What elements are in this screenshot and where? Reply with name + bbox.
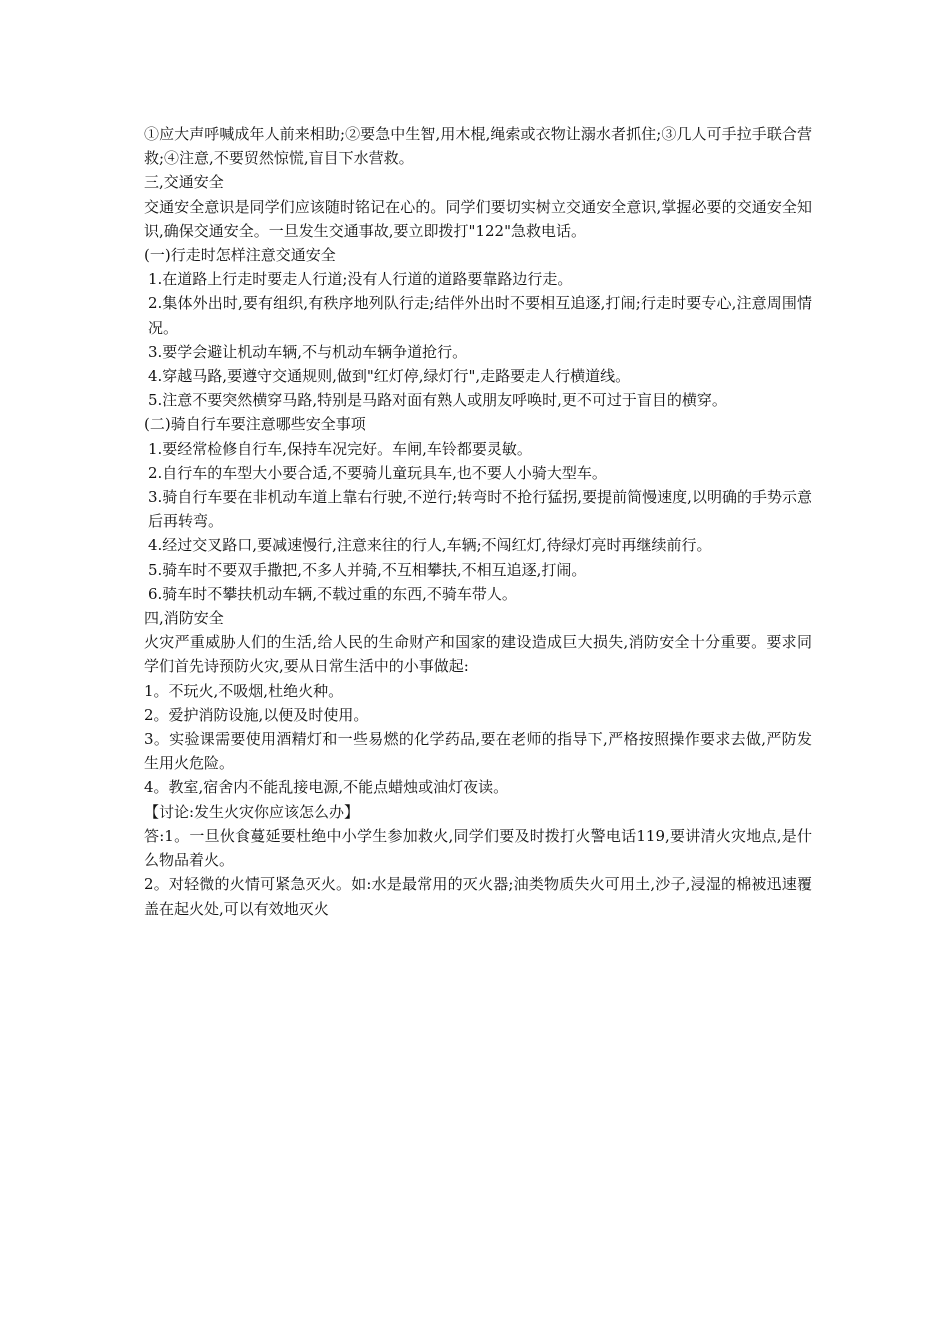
subsection-heading: (一)行走时怎样注意交通安全 [144, 246, 336, 265]
list-item: 2。爱护消防设施,以便及时使用。 [144, 705, 369, 724]
section-heading: 三,交通安全 [144, 173, 224, 192]
list-item: 2.集体外出时,要有组织,有秩序地列队行走;结伴外出时不要相互追逐,打闹;行走时要专心,注意周围情况。 [148, 294, 812, 337]
list-item: 4.穿越马路,要遵守交通规则,做到"红灯停,绿灯行",走路要走人行横道线。 [148, 367, 631, 386]
list-item: 2.自行车的车型大小要合适,不要骑儿童玩具车,也不要人小骑大型车。 [148, 463, 607, 482]
section-heading: 四,消防安全 [144, 609, 224, 628]
list-item: 5.骑车时不要双手撒把,不多人并骑,不互相攀扶,不相互追逐,打闹。 [148, 560, 587, 579]
list-item: 4.经过交叉路口,要减速慢行,注意来往的行人,车辆;不闯红灯,待绿灯亮时再继续前行。 [148, 536, 712, 555]
list-item: 1.要经常检修自行车,保持车况完好。车闸,车铃都要灵敏。 [148, 439, 532, 458]
list-item: 6.骑车时不攀扶机动车辆,不载过重的东西,不骑车带人。 [148, 584, 517, 603]
discussion-heading: 【讨论:发生火灾你应该怎么办】 [144, 802, 360, 821]
list-item: 4。教室,宿舍内不能乱接电源,不能点蜡烛或油灯夜读。 [144, 778, 509, 797]
document-body [144, 122, 812, 921]
subsection-heading: (二)骑自行车要注意哪些安全事项 [144, 415, 366, 434]
list-item: 3。实验课需要使用酒精灯和一些易燃的化学药品,要在老师的指导下,严格按照操作要求去做,严防发生用火危险。 [144, 730, 812, 773]
list-item: 5.注意不要突然横穿马路,特别是马路对面有熟人或朋友呼唤时,更不可过于盲目的横穿。 [148, 391, 727, 410]
list-item: 1.在道路上行走时要走人行道;没有人行道的道路要靠路边行走。 [148, 270, 573, 289]
paragraph: 火灾严重威胁人们的生活,给人民的生命财产和国家的建设造成巨大损失,消防安全十分重要。要求同学们首先诗预防火灾,要从日常生活中的小事做起: [144, 633, 812, 676]
answer-paragraph: 2。对轻微的火情可紧急灭火。如:水是最常用的灭火器;油类物质失火可用土,沙子,浸湿的棉被迅速覆盖在起火处,可以有效地灭火 [144, 875, 812, 918]
list-item: 1。不玩火,不吸烟,杜绝火种。 [144, 681, 344, 700]
list-item: 3.骑自行车要在非机动车道上靠右行驶,不逆行;转弯时不抢行猛拐,要提前简慢速度,以明确的手势示意后再转弯。 [148, 488, 812, 531]
list-item: 3.要学会避让机动车辆,不与机动车辆争道抢行。 [148, 342, 468, 361]
paragraph: ①应大声呼喊成年人前来相助;②要急中生智,用木棍,绳索或衣物让溺水者抓住;③几人可手拉手联合营救;④注意,不要贸然惊慌,盲目下水营救。 [144, 125, 812, 168]
paragraph: 交通安全意识是同学们应该随时铭记在心的。同学们要切实树立交通安全意识,掌握必要的交通安全知识,确保交通安全。一旦发生交通事故,要立即拨打"122"急救电话。 [144, 197, 812, 240]
answer-paragraph: 答:1。一旦伙食蔓延要杜绝中小学生参加救火,同学们要及时拨打火警电话119,要讲清火灾地点,是什么物品着火。 [144, 826, 812, 870]
